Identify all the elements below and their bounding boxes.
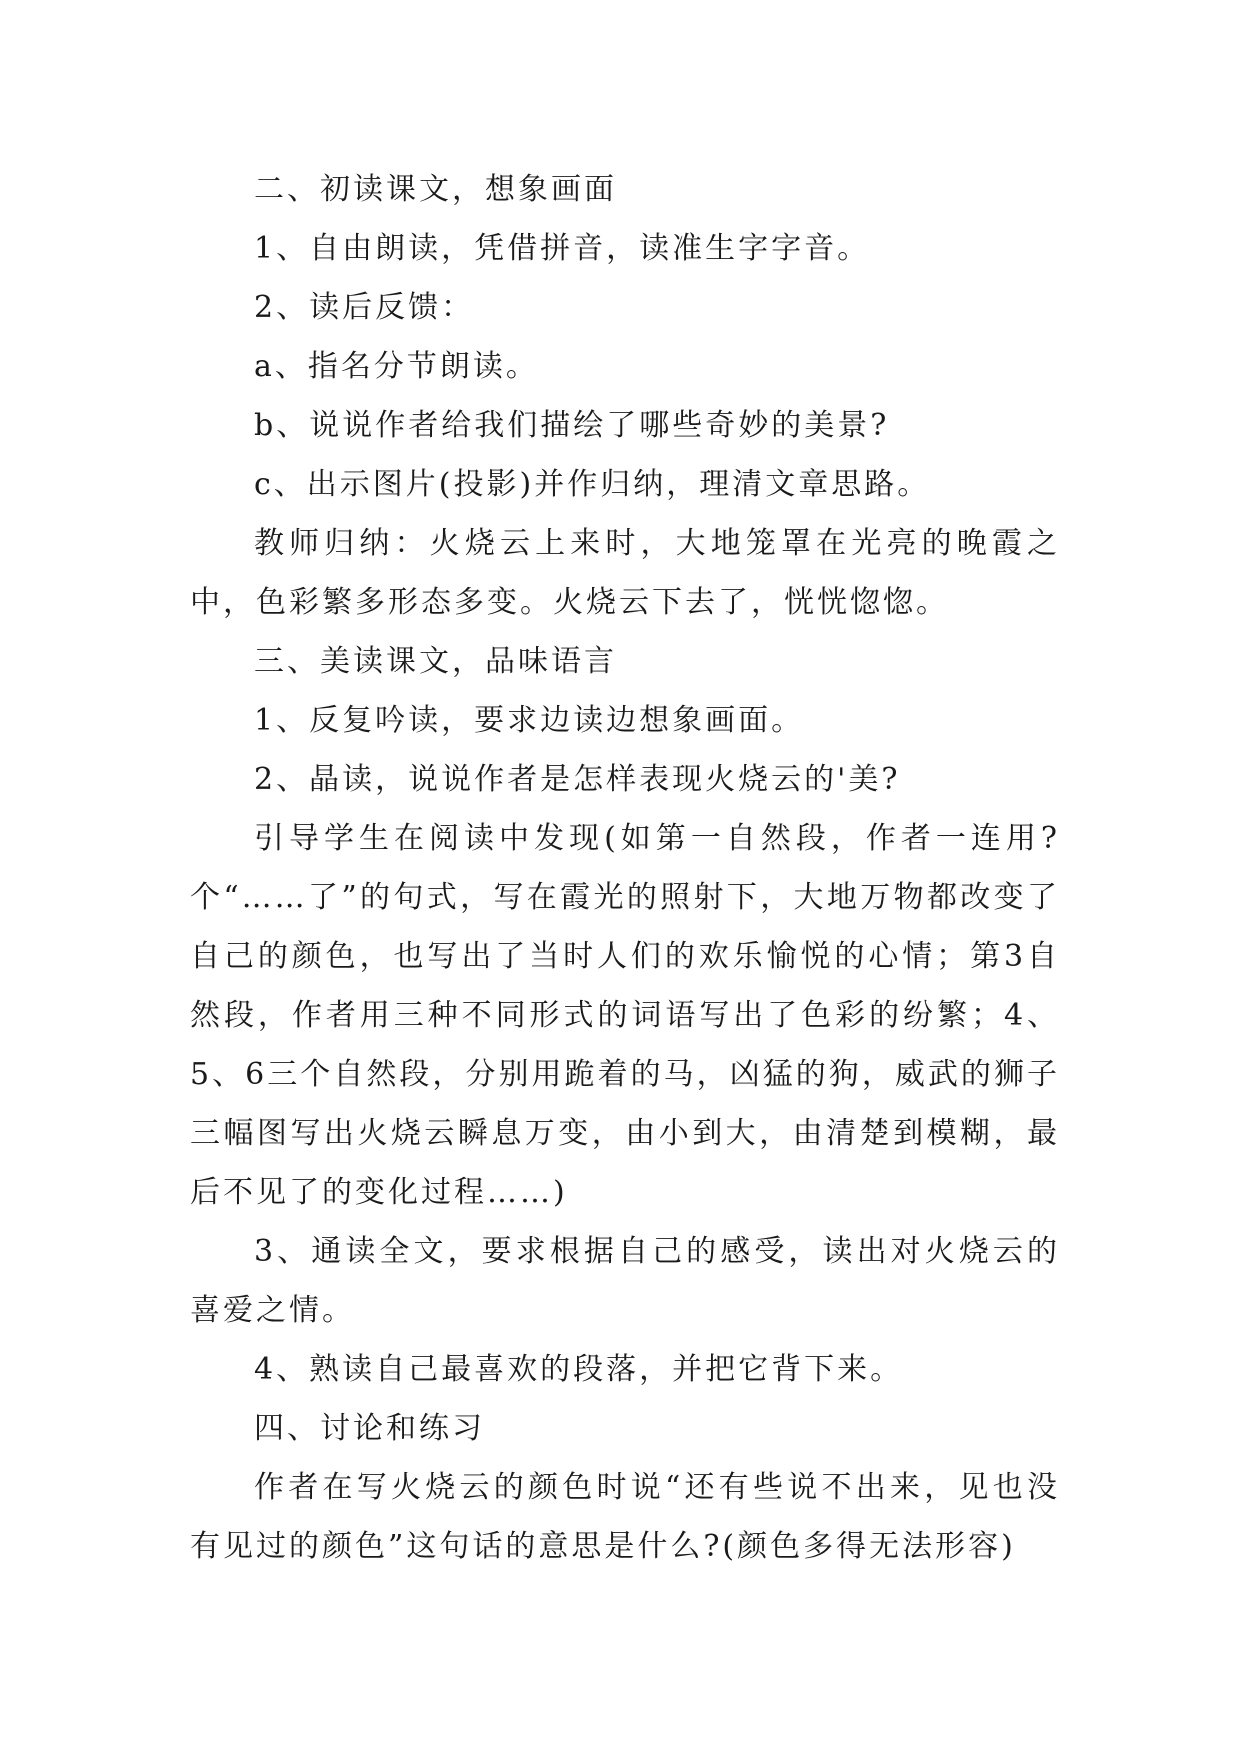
paragraph: 引导学生在阅读中发现(如第一自然段，作者一连用?个“……了”的句式，写在霞光的照射下，大地万物都改变了自己的颜色，也写出了当时人们的欢乐愉悦的心情；第3自然段，作者用三种不同形式的词语写出了色彩的纷繁；4、5、6三个自然段，分别用跪着的马，凶猛的狗，威武的狮子三幅图写出火烧云瞬息万变，由小到大，由清楚到模糊，最后不见了的变化过程……) [190, 821, 1060, 1210]
paragraph: a、指名分节朗读。 [254, 349, 539, 384]
paragraph: b、说说作者给我们描绘了哪些奇妙的美景? [254, 408, 890, 443]
section-heading-4: 四、讨论和练习 [254, 1411, 485, 1446]
paragraph: 4、熟读自己最喜欢的段落，并把它背下来。 [254, 1352, 904, 1387]
paragraph: 作者在写火烧云的颜色时说“还有些说不出来，见也没有见过的颜色”这句话的意思是什么?(颜色多得无法形容) [190, 1470, 1060, 1564]
paragraph: 教师归纳：火烧云上来时，大地笼罩在光亮的晚霞之中，色彩繁多形态多变。火烧云下去了，恍恍惚惚。 [190, 526, 1060, 620]
section-heading-3: 三、美读课文，品味语言 [254, 644, 617, 679]
section-heading-2: 二、初读课文，想象画面 [254, 172, 617, 207]
paragraph: 1、自由朗读，凭借拼音，读准生字字音。 [254, 231, 871, 266]
paragraph: 2、读后反馈： [254, 290, 475, 325]
paragraph: 2、晶读，说说作者是怎样表现火烧云的'美? [254, 762, 901, 797]
paragraph: 1、反复吟读，要求边读边想象画面。 [254, 703, 805, 738]
paragraph: 3、通读全文，要求根据自己的感受，读出对火烧云的喜爱之情。 [190, 1234, 1060, 1328]
document-body [190, 160, 1060, 1576]
paragraph: c、出示图片(投影)并作归纳，理清文章思路。 [254, 467, 931, 502]
